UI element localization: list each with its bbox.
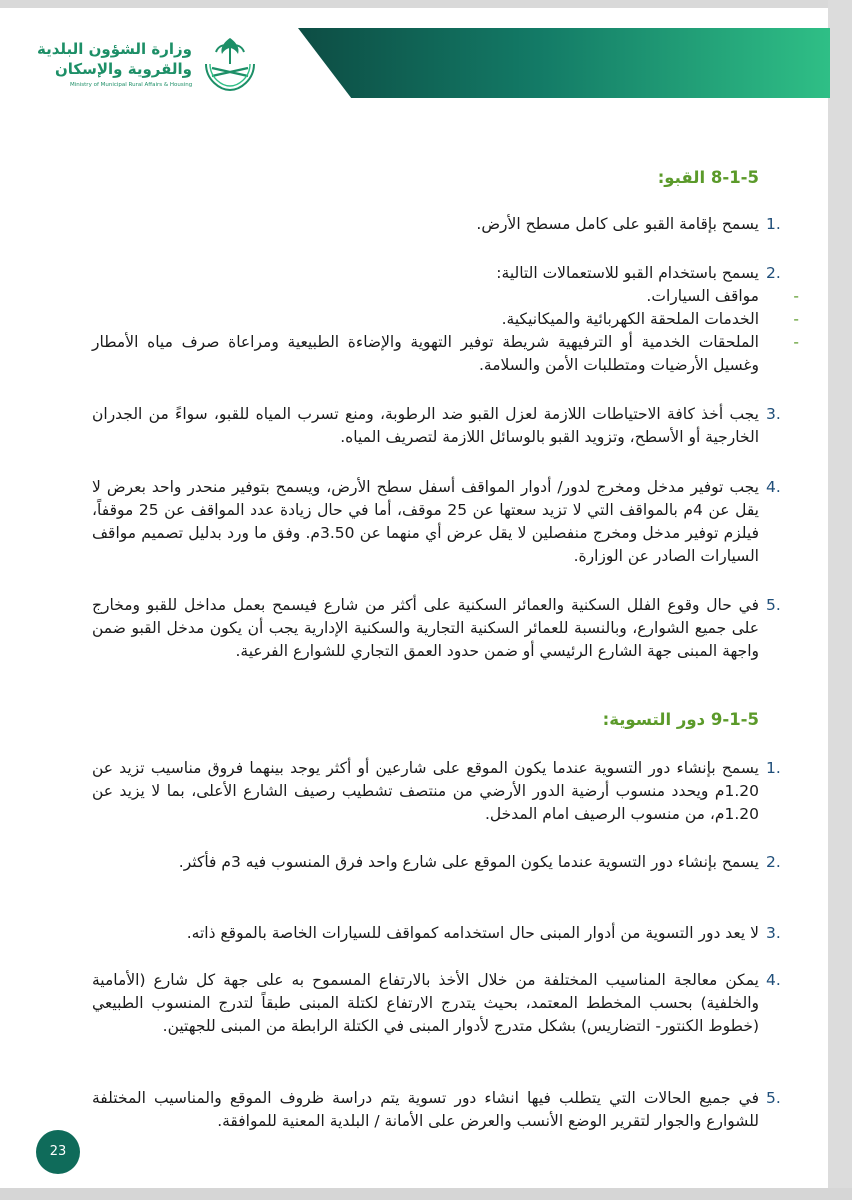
scan-frame-top (0, 0, 852, 8)
item-number: 5. (766, 596, 781, 614)
dash-bullet: - (793, 333, 799, 351)
sub-item-text: الخدمات الملحقة الكهربائية والميكانيكية. (501, 310, 759, 328)
dash-bullet: - (793, 287, 799, 305)
item-text: في حال وقوع الفلل السكنية والعمائر السكنية على أكثر من شارع فيسمح بعمل مداخل للقبو ومخارج على جميع الشوارع، وبالنسبة للعمائر السكنية التجارية والسكنية الإدارية يجب أن يكون مدخل القبو ضمن واجهة المبنى جهة الشارع الرئيسي أو ضمن حدود العمق التجاري للشوارع الفرعية. (92, 596, 759, 660)
item-text: لا يعد دور التسوية من أدوار المبنى حال استخدامه كمواقف للسيارات الخاصة بالموقع ذاته. (186, 924, 759, 942)
sub-item (92, 308, 799, 331)
item-number: 3. (766, 405, 781, 423)
dash-bullet: - (793, 310, 799, 328)
item-number: 1. (766, 215, 781, 233)
page-number-badge: 23 (36, 1130, 80, 1174)
header-banner (298, 28, 830, 98)
list-item (92, 757, 792, 826)
ministry-logo (36, 30, 266, 100)
list-item (92, 851, 792, 874)
ministry-name-en: Ministry of Municipal Rural Affairs & Housing (70, 82, 193, 88)
list-item (92, 594, 792, 663)
scan-frame-bottom (0, 1188, 852, 1200)
item-text: يسمح باستخدام القبو للاستعمالات التالية: (496, 264, 759, 282)
sub-item (92, 331, 799, 377)
item-text: في جميع الحالات التي يتطلب فيها انشاء دور تسوية يتم دراسة ظروف الموقع والمناسيب المختلفة للشوارع والجوار لتقرير الوضع الأنسب والعرض على الأمانة / البلدية المعنية للموافقة. (92, 1089, 759, 1130)
item-number: 2. (766, 264, 781, 282)
list-item (92, 476, 792, 568)
item-number: 4. (766, 478, 781, 496)
list-item (92, 1087, 792, 1133)
item-number: 4. (766, 971, 781, 989)
list-item (92, 922, 792, 945)
item-text: يسمح بإقامة القبو على كامل مسطح الأرض. (476, 215, 759, 233)
ministry-name-ar-line2: والقروية والإسكان (54, 60, 192, 78)
sub-item-text: مواقف السيارات. (646, 287, 759, 305)
item-text: يسمح بإنشاء دور التسوية عندما يكون الموقع على شارعين أو أكثر يوجد بينهما فروق مناسيب تزيد عن 1.20م ويحدد منسوب أرضية الدور الأرضي من منتصف تشطيب رصيف الشارع الأعلى، بما لا يزيد عن 1.20م، من منسوب الرصيف امام المدخل. (92, 759, 759, 823)
item-number: 3. (766, 924, 781, 942)
saudi-emblem-icon (198, 34, 262, 94)
section-heading-basement: 8-1-5 القبو: (657, 168, 759, 187)
item-number: 5. (766, 1089, 781, 1107)
item-number: 2. (766, 853, 781, 871)
item-text: يجب أخذ كافة الاحتياطات اللازمة لعزل القبو ضد الرطوبة، ومنع تسرب المياه للقبو، سواءً من الجدران الخارجية أو الأسطح، وتزويد القبو بالوسائل اللازمة لتصريف المياه. (92, 405, 759, 446)
list-item (92, 262, 799, 377)
item-text: يسمح بإنشاء دور التسوية عندما يكون الموقع على شارع واحد فرق المنسوب فيه 3م فأكثر. (178, 853, 759, 871)
list-item (92, 213, 792, 236)
sub-item-text: الملحقات الخدمية أو الترفيهية شريطة توفير التهوية والإضاءة الطبيعية ومراعاة صرف مياه الأمطار وغسيل الأرضيات ومتطلبات الأمن والسلامة. (92, 333, 759, 374)
section-heading-split-level: 9-1-5 دور التسوية: (602, 710, 759, 729)
item-text: يمكن معالجة المناسيب المختلفة من خلال الأخذ بالارتفاع المسموح به على جهة كل شارع (الأمامية والخلفية) بحسب المخطط المعتمد، بحيث يتدرج الارتفاع لكتلة المبنى طبقاً لتدرج المنسوب الطبيعي (خطوط الكنتور- التضاريس) بشكل متدرج لأدوار المبنى في الكتلة الرابطة من المبنى للجهتين. (92, 971, 759, 1035)
item-text: يجب توفير مدخل ومخرج لدور/ أدوار المواقف أسفل سطح الأرض، ويسمح بتوفير منحدر واحد بعرض لا يقل عن 4م بالمواقف التي لا تزيد سعتها عن 25 موقف، أما في حال زيادة عدد المواقف عن 25 موقفاً، فيلزم توفير مدخل ومخرج منفصلين لا يقل عرض أي منهما عن 3.50م. وفق ما ورد بدليل تصميم مواقف السيارات الصادر عن الوزارة. (92, 478, 759, 565)
list-item (92, 403, 792, 449)
item-number: 1. (766, 759, 781, 777)
list-item (92, 969, 792, 1038)
sub-item (92, 285, 799, 308)
scan-frame-right (828, 0, 852, 1200)
ministry-name-ar-line1: وزارة الشؤون البلدية (36, 40, 192, 58)
